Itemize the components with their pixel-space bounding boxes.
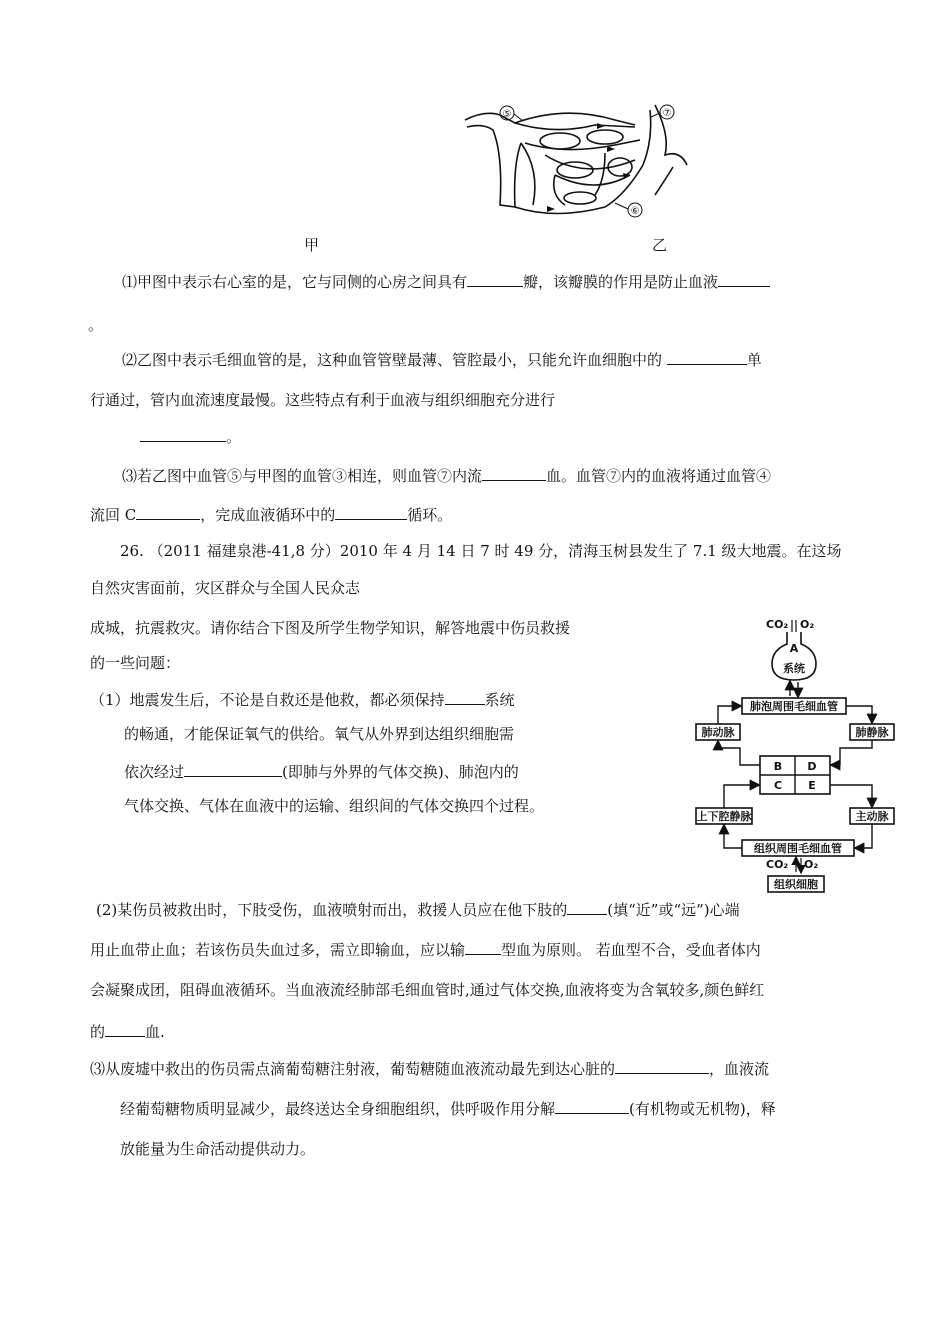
answer-blank[interactable] bbox=[140, 426, 226, 442]
answer-blank[interactable] bbox=[718, 271, 770, 287]
co2-top-label: CO₂ bbox=[766, 618, 789, 631]
q1-line-1: ⑴甲图中表示右心室的是，它与同侧的心房之间具有 瓣，该瓣膜的作用是防止血液 bbox=[122, 271, 770, 292]
o2-top-label: O₂ bbox=[800, 618, 815, 631]
co2-bottom-label: CO₂ bbox=[766, 858, 789, 871]
q26-p1-line-1: （1）地震发生后，不论是自救还是他救，都必须保持 系统 bbox=[90, 691, 515, 709]
vessel-label-7: ⑦ bbox=[662, 108, 672, 119]
q1-line-3: ⑵乙图中表示毛细血管的是，这种血管管壁最薄、管腔最小，只能允许血细胞中的 单 bbox=[122, 351, 762, 369]
answer-blank[interactable] bbox=[136, 504, 200, 520]
q26-p1-line-4: 气体交换、气体在血液中的运输、组织间的气体交换四个过程。 bbox=[124, 797, 545, 815]
q26-p3-line-1: ⑶从废墟中救出的伤员需点滴葡萄糖注射液，葡萄糖随血液流动最先到达心脏的 ，血液流 bbox=[90, 1060, 770, 1078]
answer-blank[interactable] bbox=[465, 939, 501, 955]
caption-yi: 乙 bbox=[652, 236, 668, 254]
answer-blank[interactable] bbox=[567, 899, 607, 915]
q26-p2-line-2: 用止血带止血；若该伤员失血过多，需立即输血，应以输 型血为原则。 若血型不合，受血者体内 bbox=[90, 941, 761, 959]
tissue-capillaries-label: 组织周围毛细血管 bbox=[754, 842, 842, 855]
q1-line-6: ⑶若乙图中血管⑤与甲图的血管③相连，则血管⑦内流 血。血管⑦内的血液将通过血管④ bbox=[122, 467, 772, 485]
q26-line-1: 26. （2011 福建泉港-41,8 分）2010 年 4 月 14 日 7 时 49 分，清海玉树县发生了 7.1 级大地震。在这场 bbox=[120, 542, 842, 560]
vena-cava-label: 上下腔静脉 bbox=[696, 810, 752, 823]
lung-capillaries-label: 肺泡周围毛细血管 bbox=[750, 700, 838, 713]
q26-p3-line-3: 放能量为生命活动提供动力。 bbox=[120, 1140, 316, 1158]
answer-blank[interactable] bbox=[482, 465, 546, 481]
answer-blank[interactable] bbox=[615, 1058, 709, 1074]
q1-line-7: 流回 C ，完成血液循环中的 循环。 bbox=[90, 506, 453, 524]
capillary-network-figure bbox=[455, 95, 705, 225]
q26-p2-line-3: 会凝聚成团，阻碍血液循环。当血液流经肺部毛细血管时,通过气体交换,血液将变为含氧较多,颜色鲜红 bbox=[90, 981, 765, 999]
system-label: 系统 bbox=[783, 662, 805, 675]
q26-p2-line-4: 的 血. bbox=[90, 1023, 165, 1041]
q26-p3-line-2: 经葡萄糖物质明显减少，最终送达全身细胞组织，供呼吸作用分解 (有机物或无机物)，释 bbox=[120, 1100, 776, 1118]
q26-p1-line-3: 依次经过 (即肺与外界的气体交换)、肺泡内的 bbox=[124, 763, 519, 781]
chamber-e-label: E bbox=[808, 779, 816, 792]
system-a-label: A bbox=[789, 642, 799, 655]
tissue-cells-label: 组织细胞 bbox=[774, 878, 818, 891]
o2-bottom-label: O₂ bbox=[804, 858, 819, 871]
aorta-label: 主动脉 bbox=[855, 810, 889, 823]
q1-line-4: 行通过，管内血流速度最慢。这些特点有利于血液与组织细胞充分进行 bbox=[90, 391, 556, 409]
chamber-c-label: C bbox=[773, 779, 783, 792]
answer-blank[interactable] bbox=[184, 761, 282, 777]
chamber-b-label: B bbox=[773, 760, 783, 773]
q1-line-2: 。 bbox=[88, 316, 104, 334]
answer-blank[interactable] bbox=[445, 689, 485, 705]
answer-blank[interactable] bbox=[335, 504, 407, 520]
chamber-d-label: D bbox=[807, 760, 817, 773]
answer-blank[interactable] bbox=[667, 349, 747, 365]
vessel-label-6: ⑥ bbox=[630, 206, 640, 217]
pulmonary-artery-label: 肺动脉 bbox=[701, 726, 735, 739]
circulation-diagram bbox=[690, 618, 900, 898]
q26-p1-line-2: 的畅通，才能保证氧气的供给。氧气从外界到达组织细胞需 bbox=[124, 725, 515, 743]
pulmonary-vein-label: 肺静脉 bbox=[855, 726, 889, 739]
vessel-label-5: ⑤ bbox=[502, 109, 512, 120]
q1-line-5: 。 bbox=[140, 426, 241, 447]
caption-jia: 甲 bbox=[304, 236, 320, 254]
q26-p2-line-1: (2)某伤员被救出时，下肢受伤，血液喷射而出，救援人员应在他下肢的 (填“近”或“远”)心端 bbox=[96, 901, 740, 919]
answer-blank[interactable] bbox=[555, 1098, 629, 1114]
q26-line-4: 的一些问题： bbox=[90, 654, 181, 672]
answer-blank[interactable] bbox=[105, 1021, 145, 1037]
answer-blank[interactable] bbox=[467, 271, 523, 287]
q26-line-2: 自然灾害面前，灾区群众与全国人民众志 bbox=[90, 579, 361, 597]
q26-line-3: 成城，抗震救灾。请你结合下图及所学生物学知识，解答地震中伤员救援 bbox=[90, 619, 571, 637]
